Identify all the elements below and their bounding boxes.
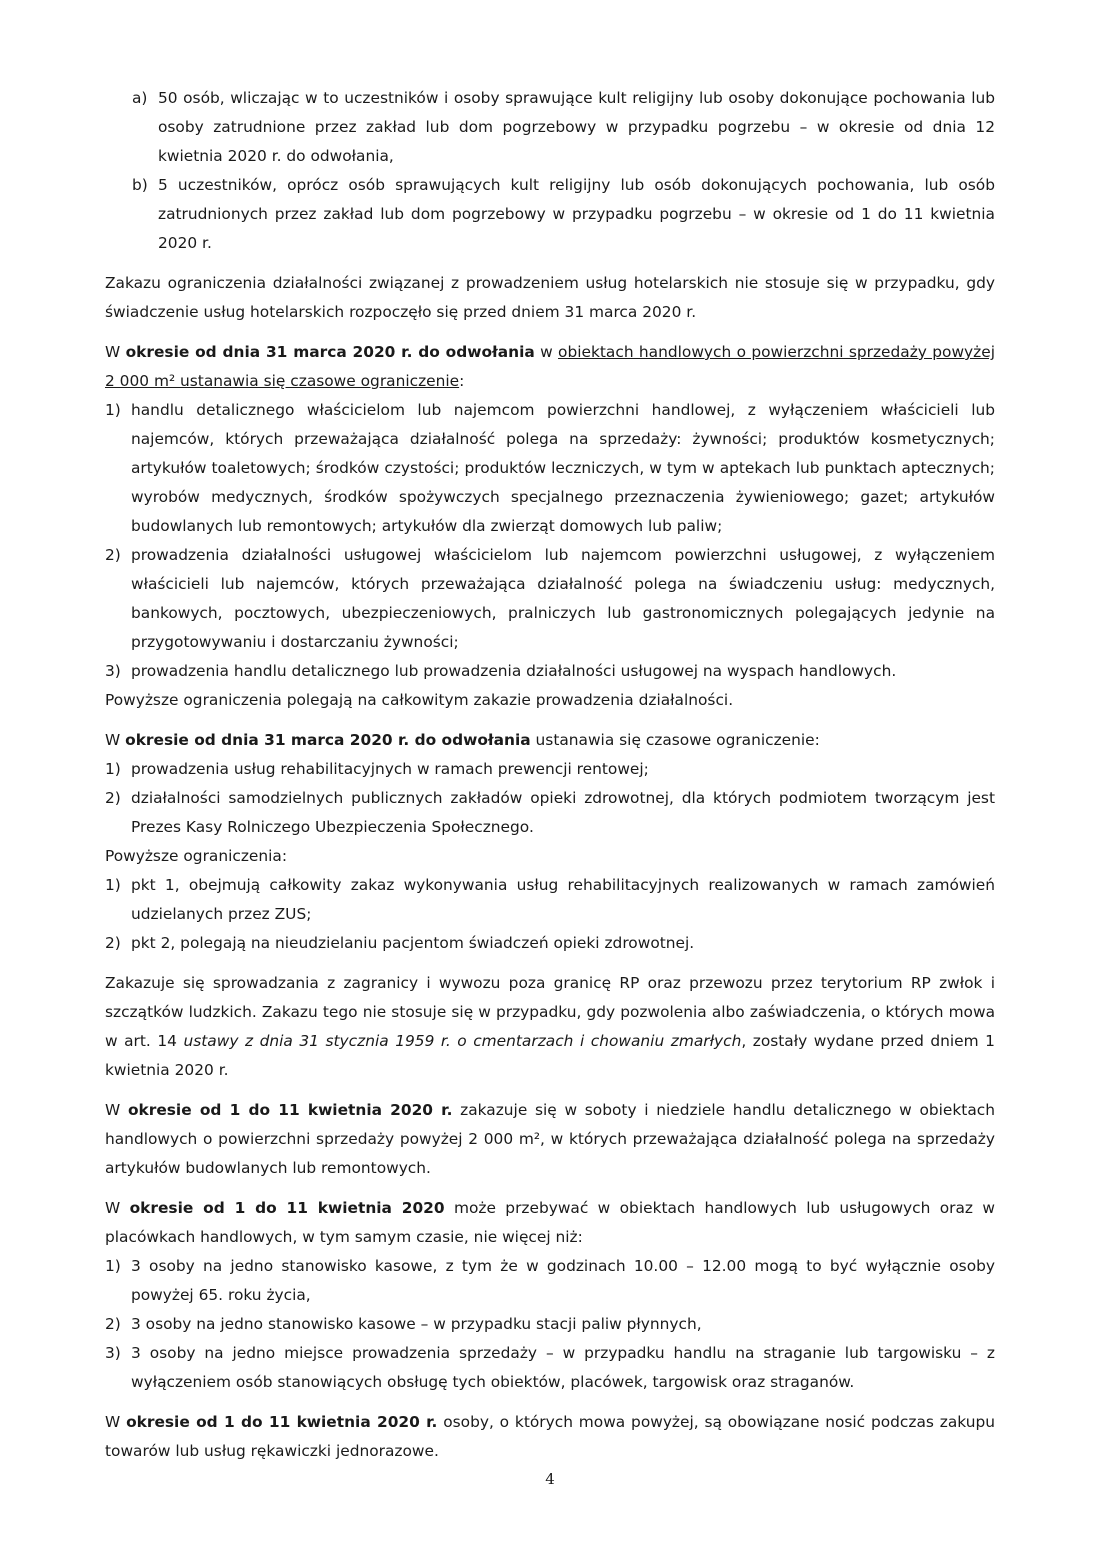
list-marker: 1): [105, 876, 121, 894]
section2-sub-intro: Powyższe ograniczenia:: [105, 847, 288, 865]
section4-paragraph: [105, 1096, 995, 1183]
section5-rest: może przebywać w obiektach handlowych lub usługowych oraz w placówkach handlowych, w tym samym czasie, nie więcej niż:: [105, 1199, 995, 1246]
list-marker: a): [132, 89, 148, 107]
section5-item-3: [105, 1339, 995, 1397]
section6-rest: osoby, o których mowa powyżej, są obowiązane nosić podczas zakupu towarów lub usług rękawiczki jednorazowe.: [105, 1413, 995, 1460]
list-item-text: prowadzenia działalności usługowej właścicielom lub najemcom powierzchni usługowej, z wyłączeniem właścicieli lub najemców, których przeważająca działalność polega na świadczeniu usług: medycznych, bankowych, pocztowych, ubezpieczeniowych, pralniczych lub gastronomicznych polegających jedynie na przygotowywaniu i dostarczaniu żywności;: [131, 546, 995, 651]
section1-mid: w: [540, 343, 553, 361]
list-item-text: działalności samodzielnych publicznych zakładów opieki zdrowotnej, dla których podmiotem tworzącym jest Prezes Kasy Rolniczego Ubezpieczenia Społecznego.: [131, 789, 995, 836]
section4-rest: zakazuje się w soboty i niedziele handlu detalicznego w obiektach handlowych o powierzchni sprzedaży powyżej 2 000 m², w których przeważająca działalność polega na sprzedaży artykułów budowlanych lub remontowych.: [105, 1101, 995, 1177]
list-marker: 3): [105, 1344, 121, 1362]
list-marker: 2): [105, 789, 121, 807]
list-item-b: [132, 171, 995, 258]
list-marker: b): [132, 176, 148, 194]
list-marker: 2): [105, 1315, 121, 1333]
list-item-text: prowadzenia usług rehabilitacyjnych w ramach prewencji rentowej;: [131, 760, 649, 778]
section2-sub-item-2: [105, 929, 995, 958]
section1-item-1: [105, 396, 995, 541]
list-item-text: handlu detalicznego właścicielom lub najemcom powierzchni handlowej, z wyłączeniem właścicieli lub najemców, których przeważająca działalność polega na sprzedaży: żywności; produktów kosmetycznych; artykułów toaletowych; środków czystości; produktów leczniczych, w tym w aptekach lub punktach aptecznych; wyrobów medycznych, środków spożywczych specjalnego przeznaczenia żywieniowego; gazet; artykułów budowlanych lub remontowych; artykułów dla zwierząt domowych lub paliw;: [131, 401, 995, 535]
list-item-a: [132, 84, 995, 171]
section6-paragraph: [105, 1408, 995, 1466]
section1-period: okresie od dnia 31 marca 2020 r. do odwołania: [125, 343, 535, 361]
section5-period: okresie od 1 do 11 kwietnia 2020: [129, 1199, 445, 1217]
list-marker: 3): [105, 662, 121, 680]
list-item-text: 3 osoby na jedno miejsce prowadzenia sprzedaży – w przypadku handlu na straganie lub targowisku – z wyłączeniem osób stanowiących obsługę tych obiektów, placówek, targowisk oraz straganów.: [131, 1344, 995, 1391]
section2-sub-item-1: [105, 871, 995, 929]
section2-rest: ustanawia się czasowe ograniczenie:: [535, 731, 820, 749]
section1-footer: Powyższe ograniczenia polegają na całkowitym zakazie prowadzenia działalności.: [105, 691, 734, 709]
section3-before: Zakazuje się sprowadzania z zagranicy i wywozu poza granicę RP oraz przewozu przez terytorium RP zwłok i szczątków ludzkich. Zakazu tego nie stosuje się w przypadku, gdy pozwolenia albo zaświadczenia, o których mowa w art. 14: [105, 974, 995, 1050]
page-number: 4: [545, 1470, 555, 1488]
section4-period: okresie od 1 do 11 kwietnia 2020 r.: [127, 1101, 453, 1119]
section2-item-2: [105, 784, 995, 842]
section5-w: W: [105, 1199, 121, 1217]
section1-w: W: [105, 343, 121, 361]
list-marker: 2): [105, 546, 121, 564]
section1-item-2: [105, 541, 995, 657]
section3-law-title: ustawy z dnia 31 stycznia 1959 r. o cmentarzach i chowaniu zmarłych: [183, 1032, 742, 1050]
list-item-text: pkt 1, obejmują całkowity zakaz wykonywania usług rehabilitacyjnych realizowanych w ramach zamówień udzielanych przez ZUS;: [131, 876, 995, 923]
section2-period: okresie od dnia 31 marca 2020 r. do odwołania: [125, 731, 531, 749]
list-item-text: prowadzenia handlu detalicznego lub prowadzenia działalności usługowej na wyspach handlowych.: [131, 662, 897, 680]
section3-paragraph: [105, 969, 995, 1085]
section4-w: W: [105, 1101, 121, 1119]
section6-w: W: [105, 1413, 121, 1431]
section1-item-3: [105, 657, 995, 686]
list-item-text: pkt 2, polegają na nieudzielaniu pacjentom świadczeń opieki zdrowotnej.: [131, 934, 695, 952]
section2-item-1: [105, 755, 995, 784]
section3-after: , zostały wydane przed dniem 1 kwietnia 2020 r.: [105, 1032, 995, 1079]
section5-item-2: [105, 1310, 995, 1339]
section2-w: W: [105, 731, 121, 749]
document-body: [105, 84, 995, 1466]
section6-period: okresie od 1 do 11 kwietnia 2020 r.: [126, 1413, 438, 1431]
section1-intro: [105, 338, 995, 396]
section1-underlined: obiektach handlowych o powierzchni sprzedaży powyżej 2 000 m² ustanawia się czasowe ograniczenie: [105, 343, 995, 390]
list-item-text: 3 osoby na jedno stanowisko kasowe – w przypadku stacji paliw płynnych,: [131, 1315, 702, 1333]
list-item-text: 50 osób, wliczając w to uczestników i osoby sprawujące kult religijny lub osoby dokonujące pochowania lub osoby zatrudnione przez zakład lub dom pogrzebowy w przypadku pogrzebu – w okresie od dnia 12 kwietnia 2020 r. do odwołania,: [158, 89, 995, 165]
list-marker: 1): [105, 760, 121, 778]
section5-item-1: [105, 1252, 995, 1310]
list-item-text: 3 osoby na jedno stanowisko kasowe, z tym że w godzinach 10.00 – 12.00 mogą to być wyłącznie osoby powyżej 65. roku życia,: [131, 1257, 995, 1304]
list-item-text: 5 uczestników, oprócz osób sprawujących kult religijny lub osób dokonujących pochowania, lub osób zatrudnionych przez zakład lub dom pogrzebowy w przypadku pogrzebu – w okresie od 1 do 11 kwietnia 2020 r.: [158, 176, 995, 252]
section1-colon: :: [459, 372, 465, 390]
list-marker: 1): [105, 401, 121, 419]
section2-intro: [105, 726, 995, 755]
list-marker: 1): [105, 1257, 121, 1275]
section5-intro: [105, 1194, 995, 1252]
hotel-paragraph: Zakazu ograniczenia działalności związanej z prowadzeniem usług hotelarskich nie stosuje się w przypadku, gdy świadczenie usług hotelarskich rozpoczęło się przed dniem 31 marca 2020 r.: [105, 274, 995, 321]
list-marker: 2): [105, 934, 121, 952]
